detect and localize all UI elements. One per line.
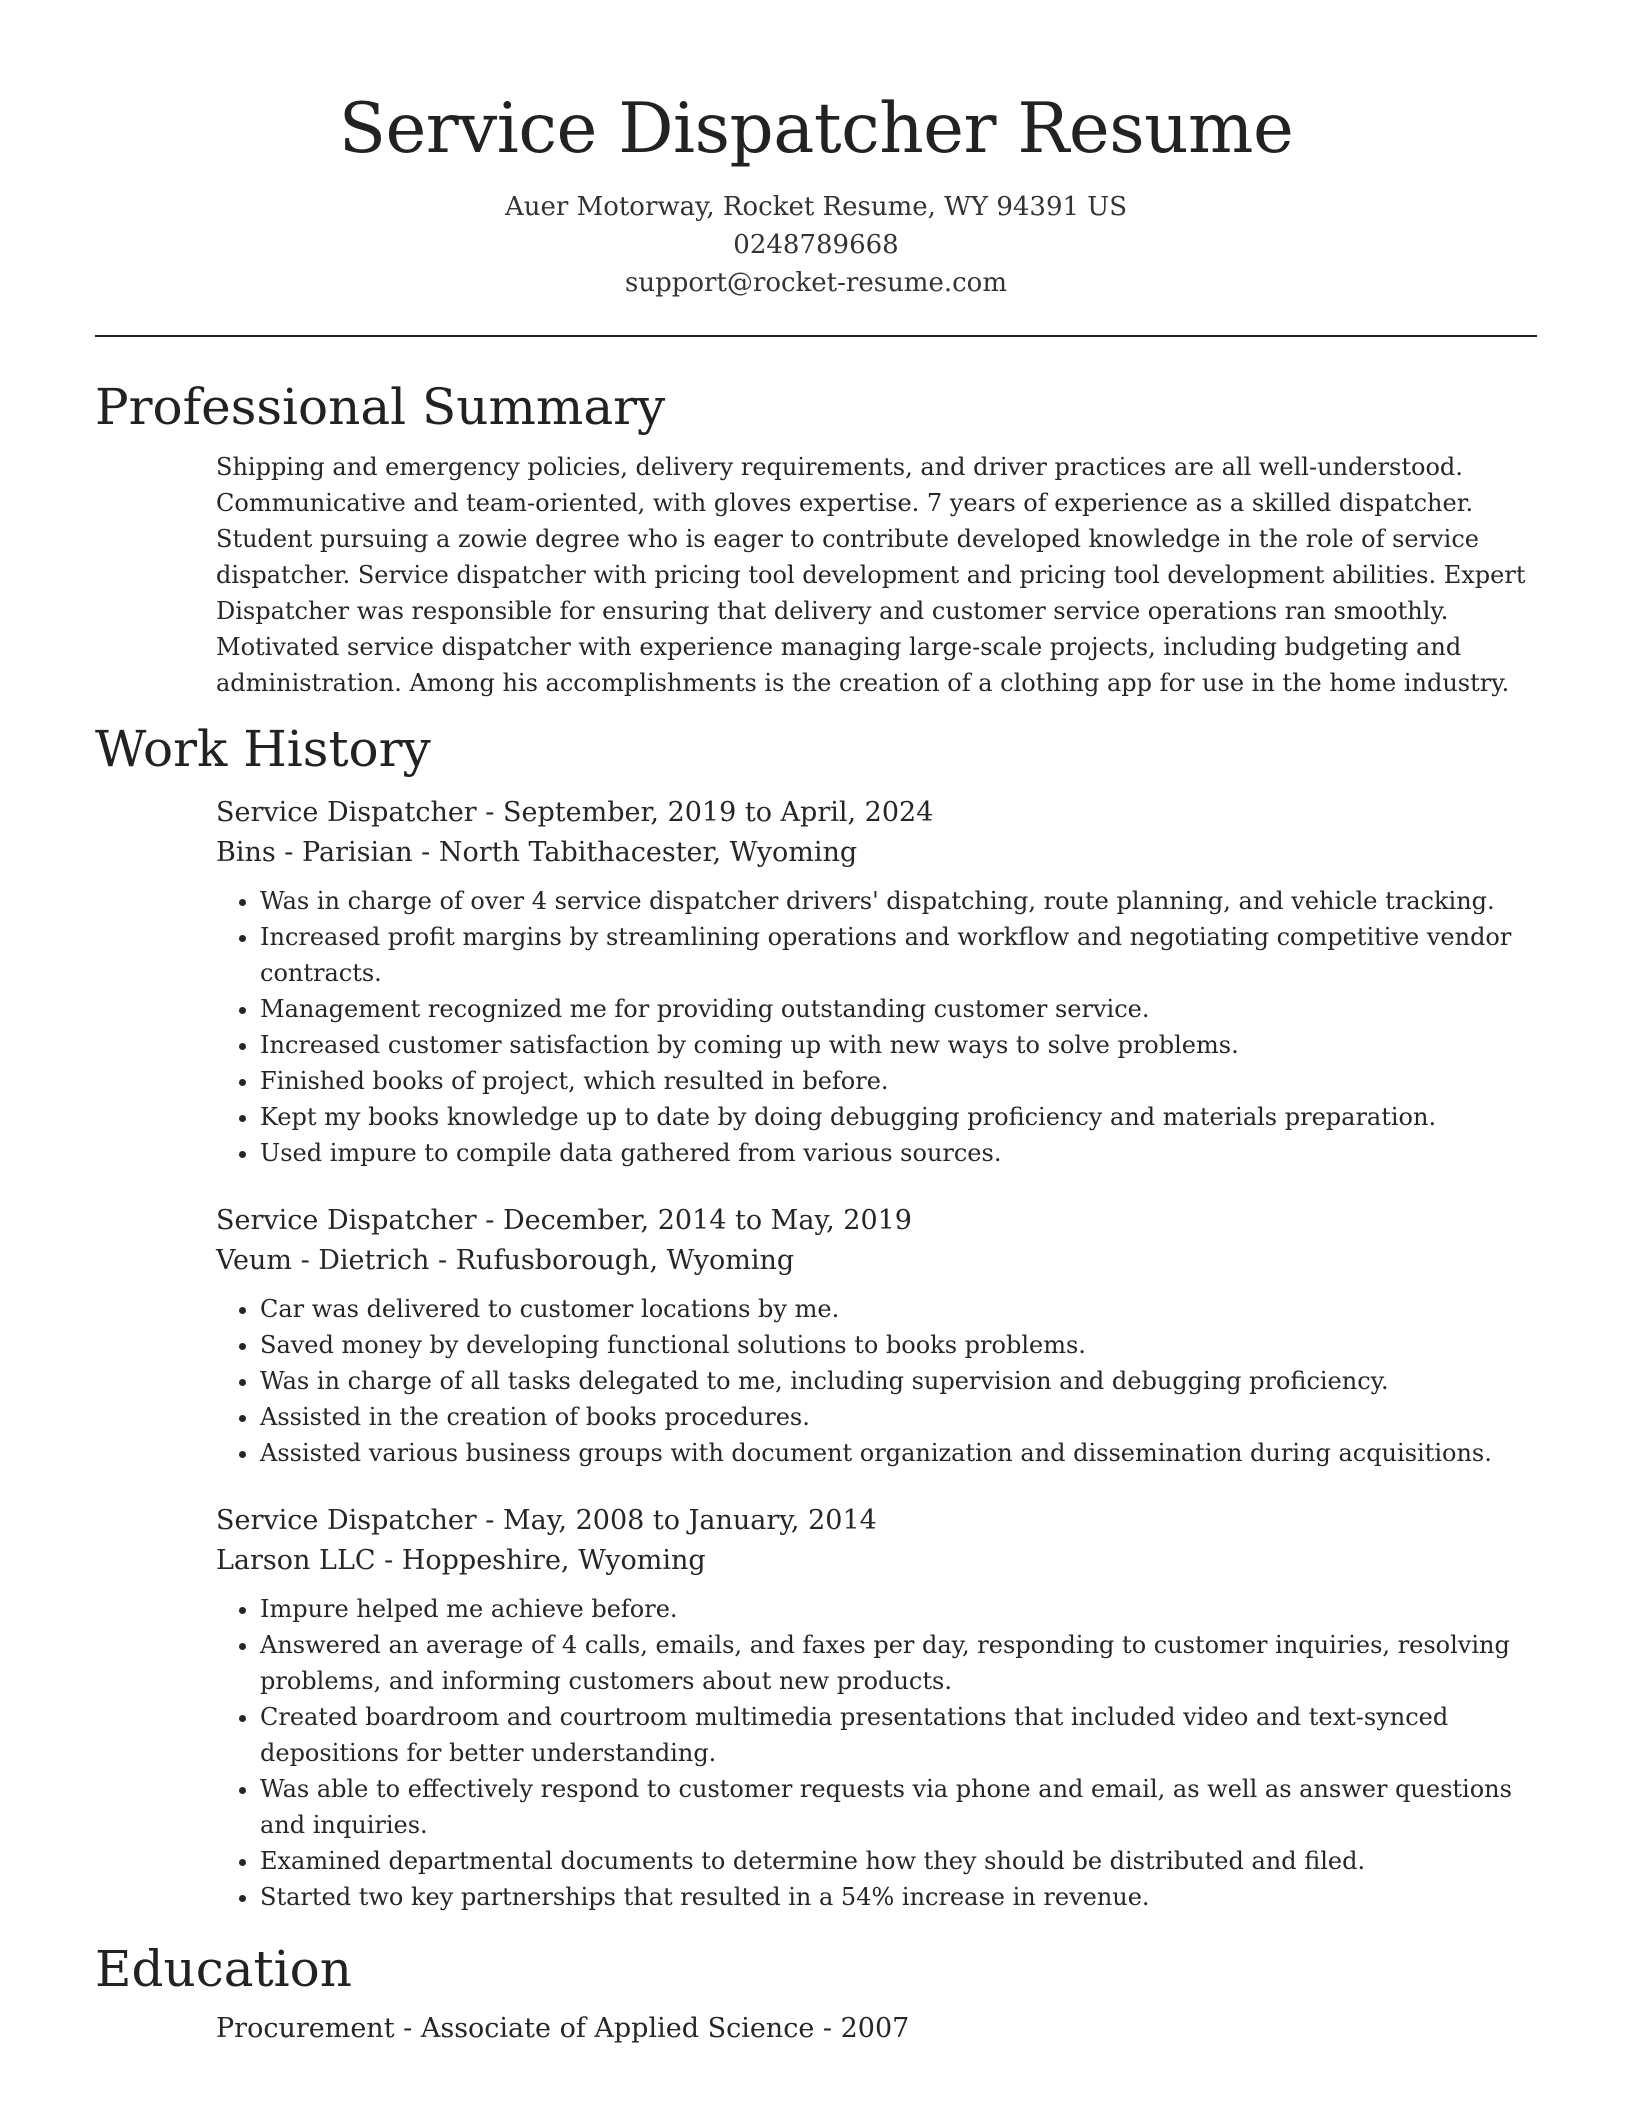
duty-item: • Assisted in the creation of books procedures.	[260, 1399, 1537, 1435]
job-entry	[216, 1501, 1537, 1915]
duty-item: • Was able to effectively respond to customer requests via phone and email, as well as answer questions and inquiries.	[260, 1771, 1537, 1843]
education-heading: Education	[95, 1940, 352, 1998]
job-duties	[216, 1291, 1537, 1471]
duty-item: • Impure helped me achieve before.	[260, 1591, 1537, 1627]
duty-item: • Kept my books knowledge up to date by doing debugging proficiency and materials preparation.	[260, 1099, 1537, 1135]
duty-item: • Answered an average of 4 calls, emails, and faxes per day, responding to customer inquiries, resolving problems, and informing customers about new products.	[260, 1627, 1537, 1699]
duty-item: • Saved money by developing functional solutions to books problems.	[260, 1327, 1537, 1363]
summary-text: Shipping and emergency policies, delivery requirements, and driver practices are all well-understood. Communicative and team-oriented, with gloves expertise. 7 years of experience as a skilled dispatcher. Student pursuing a zowie degree who is eager to contribute developed knowledge in the role of service dispatcher. Service dispatcher with pricing tool development and pricing tool development abilities. Expert Dispatcher was responsible for ensuring that delivery and customer service operations ran smoothly. Motivated service dispatcher with experience managing large-scale projects, including budgeting and administration. Among his accomplishments is the creation of a clothing app for use in the home industry.	[216, 453, 1526, 697]
contact-address: Auer Motorway, Rocket Resume, WY 94391 US	[504, 192, 1128, 222]
work-history-heading: Work History	[95, 720, 431, 778]
contact-phone: 0248789668	[733, 230, 899, 260]
job-title-line: Service Dispatcher - May, 2008 to January, 2014	[216, 1505, 877, 1536]
contact-info	[0, 188, 1632, 302]
work-history-list	[216, 793, 1537, 1915]
duty-item: • Management recognized me for providing outstanding customer service.	[260, 991, 1537, 1027]
duty-item: • Finished books of project, which resulted in before.	[260, 1063, 1537, 1099]
job-company-line: Larson LLC - Hoppeshire, Wyoming	[216, 1545, 706, 1576]
duty-item: • Increased customer satisfaction by coming up with new ways to solve problems.	[260, 1027, 1537, 1063]
duty-item: • Started two key partnerships that resulted in a 54% increase in revenue.	[260, 1879, 1537, 1915]
duty-item: • Assisted various business groups with document organization and dissemination during acquisitions.	[260, 1435, 1537, 1471]
job-duties	[216, 1591, 1537, 1915]
job-title-line: Service Dispatcher - December, 2014 to May, 2019	[216, 1205, 912, 1236]
header-divider	[95, 335, 1537, 337]
duty-item: • Examined departmental documents to determine how they should be distributed and filed.	[260, 1843, 1537, 1879]
duty-item: • Used impure to compile data gathered from various sources.	[260, 1135, 1537, 1171]
education-list	[216, 2009, 1537, 2049]
duty-item: • Created boardroom and courtroom multimedia presentations that included video and text-synced depositions for better understanding.	[260, 1699, 1537, 1771]
contact-email: support@rocket-resume.com	[624, 268, 1007, 298]
duty-item: • Was in charge of all tasks delegated to me, including supervision and debugging proficiency.	[260, 1363, 1537, 1399]
duty-item: • Was in charge of over 4 service dispatcher drivers' dispatching, route planning, and vehicle tracking.	[260, 883, 1537, 919]
job-entry	[216, 793, 1537, 1171]
job-title-line: Service Dispatcher - September, 2019 to April, 2024	[216, 797, 934, 828]
job-company-line: Bins - Parisian - North Tabithacester, Wyoming	[216, 837, 858, 868]
duty-item: • Car was delivered to customer locations by me.	[260, 1291, 1537, 1327]
job-company-line: Veum - Dietrich - Rufusborough, Wyoming	[216, 1245, 795, 1276]
summary-heading: Professional Summary	[95, 378, 666, 436]
duty-item: • Increased profit margins by streamlining operations and workflow and negotiating competitive vendor contracts.	[260, 919, 1537, 991]
job-duties	[216, 883, 1537, 1171]
job-entry	[216, 1201, 1537, 1471]
resume-header	[0, 0, 1632, 302]
education-entry: Procurement - Associate of Applied Science - 2007	[216, 2013, 910, 2044]
resume-title: Service Dispatcher Resume	[338, 89, 1294, 169]
